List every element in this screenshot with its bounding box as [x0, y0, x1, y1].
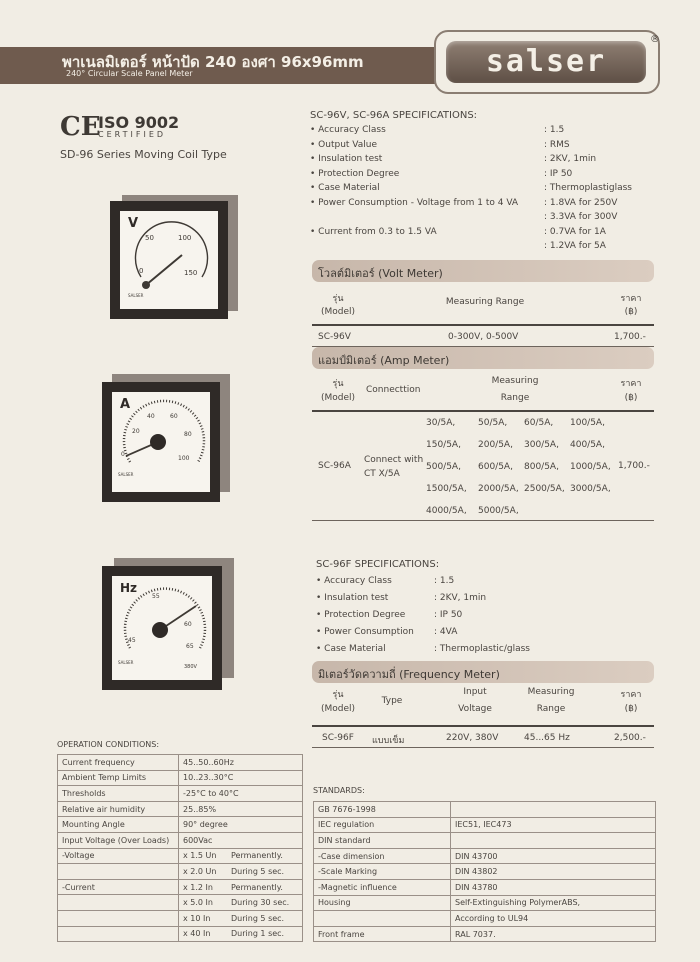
volt-tick-50: 50	[145, 234, 154, 242]
header-subtitle: 240° Circular Scale Panel Meter	[66, 69, 193, 78]
spec1-label: • Power Consumption - Voltage from 1 to 4 VA	[310, 197, 519, 208]
table-cell: DIN 43780	[451, 879, 656, 895]
spec2-label: • Insulation test	[316, 593, 389, 603]
amp-range: 150/5A,	[426, 440, 461, 450]
spec1-label: • Current from 0.3 to 1.5 VA	[310, 226, 437, 237]
freq-meter-bar	[312, 661, 654, 683]
spec1-label: • Accuracy Class	[310, 125, 386, 135]
table-row	[314, 833, 656, 849]
amp-tick-60: 60	[170, 413, 178, 420]
operation-title: OPERATION CONDITIONS:	[57, 740, 160, 749]
freq-meter-unit: Hz	[120, 581, 138, 595]
amp-range: 1500/5A,	[426, 484, 467, 494]
table-cell: Current frequency	[58, 755, 179, 771]
table-row	[314, 895, 656, 911]
table-cell: -Case dimension	[314, 848, 451, 864]
table-cell: During 5 sec.	[227, 864, 303, 880]
table-cell	[451, 833, 656, 849]
spec1-label: • Case Material	[310, 183, 380, 193]
table-cell: x 2.0 Un	[179, 864, 228, 880]
amp-h-model-th: รุ่น	[332, 379, 344, 389]
freq-meter-brand: SALSER	[118, 660, 134, 665]
freq-h-type: Type	[381, 696, 403, 706]
table-cell: x 40 In	[179, 926, 228, 942]
freq-h-range1: Measuring	[527, 687, 575, 697]
amp-meter-pivot	[150, 434, 166, 450]
amp-bottom-rule	[312, 520, 654, 521]
table-row	[314, 817, 656, 833]
amp-range: 300/5A,	[524, 440, 559, 450]
spec2-label: • Protection Degree	[316, 610, 406, 620]
table-cell: 25..85%	[179, 801, 303, 817]
standards-table	[313, 801, 656, 942]
table-cell: Mounting Angle	[58, 817, 179, 833]
table-cell: During 5 sec.	[227, 910, 303, 926]
table-cell: Permanently.	[227, 879, 303, 895]
amp-range: 600/5A,	[478, 462, 513, 472]
freq-range: 45...65 Hz	[524, 733, 570, 743]
table-row	[58, 755, 303, 771]
amp-h-range1: Measuring	[491, 376, 539, 386]
volt-range: 0-300V, 0-500V	[448, 332, 519, 342]
spec2-value: : Thermoplastic/glass	[434, 644, 530, 654]
table-cell: Input Voltage (Over Loads)	[58, 832, 179, 848]
table-cell	[58, 895, 179, 911]
table-cell: IEC51, IEC473	[451, 817, 656, 833]
series-title: SD-96 Series Moving Coil Type	[60, 148, 227, 161]
table-cell: DIN 43700	[451, 848, 656, 864]
freq-type: แบบเข็ม	[372, 736, 405, 746]
amp-meter-brand: SALSER	[118, 472, 134, 477]
spec1-title: SC-96V, SC-96A SPECIFICATIONS:	[310, 110, 478, 121]
spec2-label: • Case Material	[316, 644, 386, 654]
volt-model: SC-96V	[318, 332, 351, 342]
amp-meter-unit: A	[120, 397, 131, 412]
amp-h-range2: Range	[500, 393, 530, 403]
spec1-value: : 3.3VA for 300V	[544, 212, 618, 222]
amp-range: 400/5A,	[570, 440, 605, 450]
volt-meter-bar	[312, 260, 654, 282]
freq-meter-bar-label: มิเตอร์วัดความถี่ (Frequency Meter)	[318, 668, 500, 681]
table-row	[58, 864, 303, 880]
spec2-value: : 1.5	[434, 576, 455, 586]
spec1-label: • Insulation test	[310, 154, 383, 164]
table-cell: Ambient Temp Limits	[58, 770, 179, 786]
freq-header-rule	[312, 725, 654, 727]
amp-h-conn: Connecttion	[366, 385, 421, 395]
table-row	[58, 895, 303, 911]
volt-meter-image	[108, 193, 240, 325]
volt-meter-brand: SALSER	[128, 293, 144, 298]
table-cell	[58, 910, 179, 926]
spec1-value: : 1.5	[544, 125, 565, 135]
table-cell: -Voltage	[58, 848, 179, 864]
amp-range: 800/5A,	[524, 462, 559, 472]
amp-meter-bar	[312, 347, 654, 369]
freq-meter-image	[100, 556, 236, 694]
spec1-value: : 1.8VA for 250V	[544, 197, 618, 208]
spec2-label: • Power Consumption	[316, 627, 414, 637]
amp-range: 1000/5A,	[570, 462, 611, 472]
amp-tick-20: 20	[132, 428, 140, 435]
table-row	[58, 801, 303, 817]
volt-tick-100: 100	[178, 234, 192, 242]
table-row	[314, 864, 656, 880]
spec1-value: : RMS	[544, 139, 570, 150]
table-row	[314, 802, 656, 818]
amp-range: 4000/5A,	[426, 506, 467, 516]
freq-row-rule	[312, 747, 654, 748]
spec2-value: : 4VA	[434, 627, 458, 637]
volt-meter-pivot	[142, 281, 150, 289]
freq-voltage: 220V, 380V	[446, 733, 499, 743]
spec2-value: : IP 50	[434, 610, 463, 620]
volt-h-model-th: รุ่น	[332, 294, 344, 304]
amp-conn1: Connect with	[364, 455, 424, 465]
freq-h-input1: Input	[463, 687, 487, 697]
amp-range: 30/5A,	[426, 418, 456, 428]
amp-h-price-unit: (฿)	[624, 393, 638, 403]
table-cell: -25°C to 40°C	[179, 786, 303, 802]
volt-meter-bar-label: โวลต์มิเตอร์ (Volt Meter)	[318, 267, 443, 280]
spec1-value: : IP 50	[544, 168, 573, 179]
table-cell: 45..50..60Hz	[179, 755, 303, 771]
salser-logo	[434, 30, 660, 94]
table-cell: GB 7676-1998	[314, 802, 451, 818]
table-cell: DIN standard	[314, 833, 451, 849]
freq-price: 2,500.-	[614, 733, 646, 743]
freq-meter-pivot	[152, 622, 168, 638]
freq-h-model-en: (Model)	[320, 704, 356, 714]
table-cell: DIN 43802	[451, 864, 656, 880]
amp-range: 5000/5A,	[478, 506, 519, 516]
amp-range: 200/5A,	[478, 440, 513, 450]
freq-h-price-th: ราคา	[620, 690, 642, 700]
amp-header-rule	[312, 410, 654, 412]
amp-range: 3000/5A,	[570, 484, 611, 494]
freq-h-model-th: รุ่น	[332, 690, 344, 700]
standards-title: STANDARDS:	[313, 786, 365, 795]
table-cell: Relative air humidity	[58, 801, 179, 817]
spec1-label: • Output Value	[310, 139, 378, 150]
freq-h-input2: Voltage	[458, 704, 492, 714]
table-cell: Self-Extinguishing PolymerABS,	[451, 895, 656, 911]
table-row	[58, 879, 303, 895]
spec1-label: • Protection Degree	[310, 168, 400, 179]
freq-meter-label: 380V	[184, 664, 197, 670]
table-cell: x 1.2 In	[179, 879, 228, 895]
registered-icon: ®	[650, 34, 660, 45]
table-row	[314, 911, 656, 927]
table-cell: RAL 7037.	[451, 926, 656, 942]
volt-tick-150: 150	[184, 269, 198, 277]
amp-model: SC-96A	[318, 461, 351, 471]
table-cell: 10..23..30°C	[179, 770, 303, 786]
amp-tick-100: 100	[178, 455, 190, 462]
table-cell: Front frame	[314, 926, 451, 942]
table-row	[58, 786, 303, 802]
amp-tick-40: 40	[147, 413, 155, 420]
table-row	[314, 879, 656, 895]
amp-price: 1,700.-	[618, 461, 650, 471]
amp-range: 500/5A,	[426, 462, 461, 472]
amp-range: 50/5A,	[478, 418, 508, 428]
table-cell: According to UL94	[451, 911, 656, 927]
amp-meter-bar-label: แอมป์มิเตอร์ (Amp Meter)	[318, 354, 450, 367]
table-cell: x 1.5 Un	[179, 848, 228, 864]
freq-h-price-unit: (฿)	[624, 704, 638, 714]
amp-range: 2500/5A,	[524, 484, 565, 494]
table-row	[58, 770, 303, 786]
spec2-title: SC-96F SPECIFICATIONS:	[316, 559, 440, 570]
amp-conn2: CT X/5A	[364, 469, 400, 479]
volt-h-price-unit: (฿)	[624, 307, 638, 317]
table-cell: During 30 sec.	[227, 895, 303, 911]
amp-range: 100/5A,	[570, 418, 605, 428]
volt-h-model-en: (Model)	[320, 307, 356, 317]
header-title: พาเนลมิเตอร์ หน้าปัด 240 องศา 96x96mm	[62, 53, 364, 71]
volt-h-range: Measuring Range	[445, 297, 525, 307]
table-cell	[314, 911, 451, 927]
amp-range: 2000/5A,	[478, 484, 519, 494]
iso-title: ISO 9002	[98, 113, 180, 132]
freq-model: SC-96F	[322, 733, 354, 743]
table-cell: IEC regulation	[314, 817, 451, 833]
freq-tick-65: 65	[186, 643, 194, 650]
table-cell: x 5.0 In	[179, 895, 228, 911]
table-cell: Permanently.	[227, 848, 303, 864]
spec2-label: • Accuracy Class	[316, 576, 392, 586]
table-cell: Housing	[314, 895, 451, 911]
table-cell: -Magnetic influence	[314, 879, 451, 895]
freq-tick-55: 55	[152, 593, 160, 600]
spec2-value: : 2KV, 1min	[434, 593, 487, 603]
ce-mark: CE	[60, 112, 101, 142]
spec1-value: : Thermoplastiglass	[544, 183, 633, 193]
table-cell	[58, 926, 179, 942]
operation-table	[57, 754, 303, 942]
volt-header-rule	[312, 324, 654, 326]
amp-tick-80: 80	[184, 431, 192, 438]
volt-h-price-th: ราคา	[620, 294, 642, 304]
logo-text: salser	[485, 44, 607, 79]
table-row	[314, 848, 656, 864]
freq-tick-45: 45	[128, 637, 136, 644]
volt-tick-0: 0	[139, 267, 144, 275]
table-cell: 90° degree	[179, 817, 303, 833]
table-cell: x 10 In	[179, 910, 228, 926]
table-row	[58, 926, 303, 942]
table-cell: -Current	[58, 879, 179, 895]
freq-h-range2: Range	[536, 704, 566, 714]
table-row	[58, 817, 303, 833]
table-cell: Thresholds	[58, 786, 179, 802]
table-cell: 600Vac	[179, 832, 303, 848]
table-cell	[451, 802, 656, 818]
spec1-value: : 1.2VA for 5A	[544, 241, 606, 251]
spec1-value: : 2KV, 1min	[544, 154, 597, 164]
amp-tick-0: 0	[121, 451, 125, 458]
iso-certified: CERTIFIED	[98, 130, 167, 139]
amp-meter-image	[100, 372, 232, 508]
table-cell	[58, 864, 179, 880]
table-row	[58, 848, 303, 864]
table-cell: During 1 sec.	[227, 926, 303, 942]
table-cell: -Scale Marking	[314, 864, 451, 880]
amp-h-model-en: (Model)	[320, 393, 356, 403]
volt-meter-unit: V	[128, 216, 139, 231]
freq-tick-60: 60	[184, 621, 192, 628]
amp-h-price-th: ราคา	[620, 379, 642, 389]
amp-range: 60/5A,	[524, 418, 554, 428]
table-row	[58, 832, 303, 848]
logo-plate	[446, 41, 646, 83]
table-row	[314, 926, 656, 942]
volt-price: 1,700.-	[614, 332, 646, 342]
table-row	[58, 910, 303, 926]
spec1-value: : 0.7VA for 1A	[544, 226, 606, 237]
